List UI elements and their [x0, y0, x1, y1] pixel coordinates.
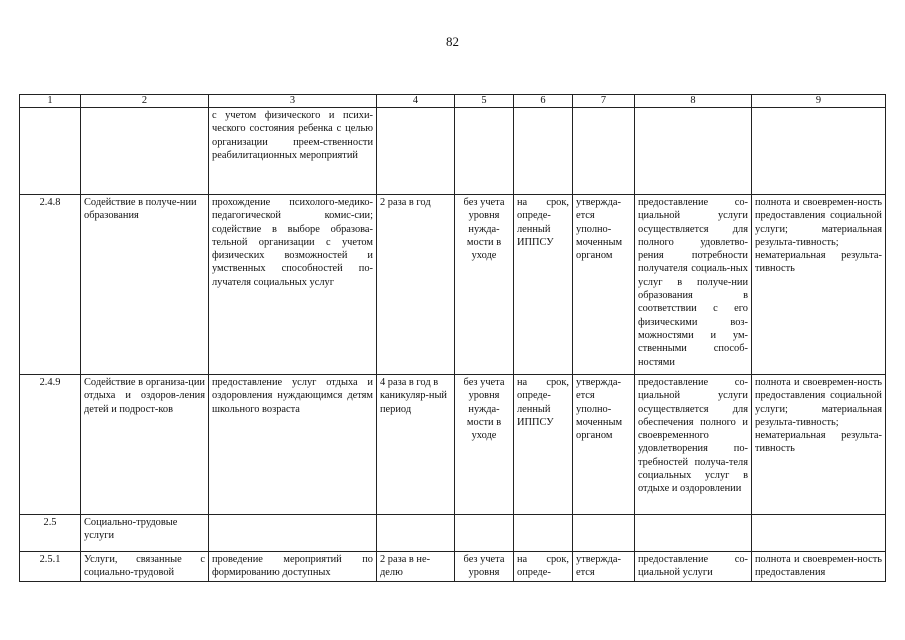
column-number: 7	[573, 95, 635, 108]
service-approval	[573, 108, 635, 195]
column-number: 1	[20, 95, 81, 108]
row-number	[20, 108, 81, 195]
service-conditions	[635, 108, 752, 195]
column-number: 9	[752, 95, 886, 108]
table-row	[20, 375, 886, 515]
service-quality-text: полнота и своевремен-ность предоставления	[755, 554, 882, 579]
service-approval: утвержда-ется уполно-моченным органом	[573, 195, 635, 375]
service-conditions	[635, 552, 752, 582]
service-frequency-text: 2 раза в не-делю	[380, 554, 431, 579]
row-number	[20, 552, 81, 582]
row-number-text: 2.5.1	[39, 554, 61, 565]
column-number: 4	[377, 95, 455, 108]
table-row	[20, 108, 886, 195]
service-norm	[455, 108, 514, 195]
service-name	[81, 552, 209, 582]
service-description: с учетом физического и психи-ческого состояния ребенка с целью организации преем-ственности реабилитационных мероприятий	[209, 108, 377, 195]
service-frequency	[377, 108, 455, 195]
services-table	[19, 94, 886, 582]
column-number: 8	[635, 95, 752, 108]
column-number: 5	[455, 95, 514, 108]
table-row	[20, 195, 886, 375]
service-name-text: Услуги, связанные с социально-трудовой	[84, 554, 205, 579]
service-quality	[752, 108, 886, 195]
service-approval	[573, 552, 635, 582]
service-name: Содействие в организа-ции отдыха и оздоров-ления детей и подрост-ков	[81, 375, 209, 515]
service-description: прохождение психолого-медико-педагогической комис-сии; содействие в выборе образова-тельной организации с учетом физических возможностей и умственных способностей по-лучателя социальных услуг	[209, 195, 377, 375]
service-description	[209, 552, 377, 582]
row-number: 2.4.9	[20, 375, 81, 515]
service-name: Социально-трудовые услуги	[81, 515, 209, 552]
service-quality: полнота и своевремен-ность предоставления социальной услуги; материальная результа-тивность; нематериальная результа-тивность	[752, 375, 886, 515]
row-number: 2.5	[20, 515, 81, 552]
service-conditions: предоставление со-циальной услуги осуществляется для полного удовлетво-рения потребности получателя социаль-ных услуг в получе-нии образования в соответствии с его физическими воз-можностями и ум-ственными способ-ностями	[635, 195, 752, 375]
service-name	[81, 108, 209, 195]
service-frequency	[377, 515, 455, 552]
service-term-text: на срок, опреде-	[517, 554, 569, 579]
service-approval: утвержда-ется уполно-моченным органом	[573, 375, 635, 515]
service-term	[514, 552, 573, 582]
service-description	[209, 515, 377, 552]
service-approval-text: утвержда-ется	[576, 554, 621, 579]
service-quality	[752, 515, 886, 552]
service-name: Содействие в получе-нии образования	[81, 195, 209, 375]
service-term: на срок, опреде-ленный ИППСУ	[514, 195, 573, 375]
service-term	[514, 108, 573, 195]
service-norm: без учета уровня нужда-мости в уходе	[455, 375, 514, 515]
service-frequency: 2 раза в год	[377, 195, 455, 375]
row-number: 2.4.8	[20, 195, 81, 375]
service-norm-text: без учета уровня	[463, 554, 505, 579]
service-frequency	[377, 552, 455, 582]
service-frequency: 4 раза в год в каникуляр-ный период	[377, 375, 455, 515]
service-term	[514, 515, 573, 552]
column-number: 6	[514, 95, 573, 108]
service-description: предоставление услуг отдыха и оздоровления нуждающимся детям школьного возраста	[209, 375, 377, 515]
column-number: 3	[209, 95, 377, 108]
table-row	[20, 515, 886, 552]
service-conditions	[635, 515, 752, 552]
service-quality: полнота и своевремен-ность предоставления социальной услуги; материальная результа-тивность; нематериальная результа-тивность	[752, 195, 886, 375]
service-norm: без учета уровня нужда-мости в уходе	[455, 195, 514, 375]
service-norm	[455, 515, 514, 552]
service-conditions: предоставление со-циальной услуги осуществляется для обеспечения полного и своевременного удовлетворения по-требностей получа-теля социальных услуг в отдыхе и оздоровлении	[635, 375, 752, 515]
service-norm	[455, 552, 514, 582]
column-number: 2	[81, 95, 209, 108]
column-number-row	[20, 95, 886, 108]
service-description-text: проведение мероприятий по формированию доступных	[212, 554, 373, 579]
table-row	[20, 552, 886, 582]
page-number: 82	[446, 34, 459, 49]
service-conditions-text: предоставление со-циальной услуги	[638, 554, 748, 579]
service-approval	[573, 515, 635, 552]
service-quality	[752, 552, 886, 582]
service-term: на срок, опреде-ленный ИППСУ	[514, 375, 573, 515]
